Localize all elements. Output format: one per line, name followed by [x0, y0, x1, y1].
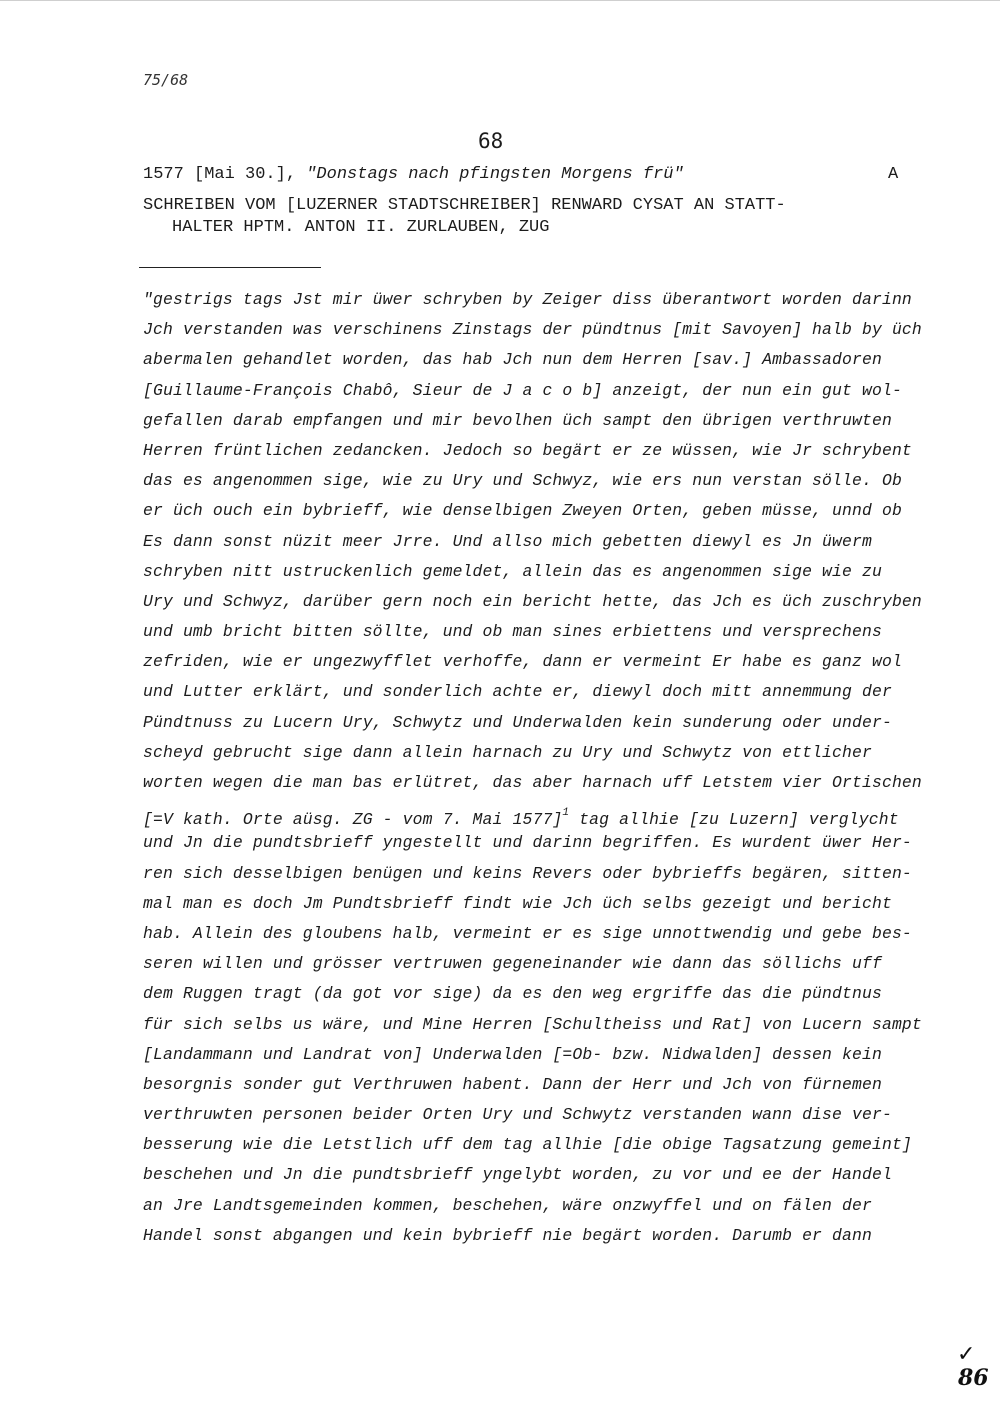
body-line: zefriden, wie er ungezwyfflet verhoffe, dann er vermeint Er habe es ganz wol [143, 652, 902, 672]
body-line-footnote [143, 798, 943, 828]
archive-reference: 75/68 [143, 71, 189, 89]
letter-body [143, 285, 943, 1251]
body-line: verthruwten personen beider Orten Ury und Schwytz verstanden wann dise ver- [143, 1105, 892, 1125]
body-line: er üch ouch ein bybrieff, wie denselbigen Zweyen Orten, geben müsse, unnd ob [143, 501, 902, 521]
body-line: und Jn die pundtsbrieff yngestellt und darinn begriffen. Es wurdent üwer Her- [143, 833, 912, 853]
body-line: hab. Allein des gloubens halb, vermeint er es sige unnottwendig und gebe bes- [143, 923, 912, 943]
check-mark-icon: ✓ [957, 1342, 976, 1367]
body-line: ren sich desselbigen benügen und keins Revers oder bybrieffs begären, sitten- [143, 863, 912, 883]
body-line: "gestrigs tags Jst mir üwer schryben by Zeiger diss überantwort worden darinn [143, 290, 912, 309]
body-line: Ury und Schwyz, darüber gern noch ein bericht hette, das Jch es üch zuschryben [143, 591, 922, 611]
document-letter: A [888, 165, 899, 184]
body-line: beschehen und Jn die pundtsbrieff yngelybt worden, zu vor und ee der Handel [143, 1165, 892, 1185]
body-line: Herren früntlichen zedancken. Jedoch so begärt er ze wüssen, wie Jr schrybent [143, 440, 912, 460]
handwritten-folio-number: 86 [958, 1365, 989, 1391]
date-quote: "Donstags nach pfingsten Morgens frü" [306, 165, 684, 184]
document-heading [143, 195, 786, 239]
footnote-line-tail: tag allhie [zu Luzern] verglycht [569, 810, 899, 830]
body-line: [Landammann und Landrat von] Underwalden [=Ob- bzw. Nidwalden] dessen kein [143, 1044, 882, 1064]
body-line: gefallen darab empfangen und mir bevolhen üch sampt den übrigen verthruwten [143, 410, 892, 430]
heading-line-1: SCHREIBEN VOM [LUZERNER STADTSCHREIBER] RENWARD CYSAT AN STATT- [143, 196, 786, 215]
heading-line-2: HALTER HPTM. ANTON II. ZURLAUBEN, ZUG [172, 218, 550, 237]
separator-rule [139, 267, 321, 268]
body-line: das es angenommen sige, wie zu Ury und Schwyz, wie ers nun verstan sölle. Ob [143, 471, 902, 491]
body-line: mal man es doch Jm Pundtsbrieff findt wie Jch üch selbs gezeigt und bericht [143, 893, 892, 913]
body-line: worten wegen die man bas erlütret, das aber harnach uff Letstem vier Ortischen [143, 773, 922, 792]
body-line: Handel sonst abgangen und kein bybrieff nie begärt worden. Darumb er dann [143, 1225, 872, 1245]
body-line: besorgnis sonder gut Verthruwen habent. Dann der Herr und Jch von fürnemen [143, 1074, 882, 1094]
body-line: Pündtnuss zu Lucern Ury, Schwytz und Underwalden kein sunderung oder under- [143, 712, 892, 732]
body-line: und umb bricht bitten söllte, und ob man sines erbiettens und versprechens [143, 622, 882, 642]
body-line: und Lutter erklärt, und sonderlich achte er, diewyl doch mitt annemmung der [143, 682, 892, 702]
footnote-line-text: [=V kath. Orte aüsg. ZG - vom 7. Mai 1577] [143, 810, 563, 830]
date-prefix: 1577 [Mai 30.], [143, 165, 307, 184]
body-line: scheyd gebrucht sige dann allein harnach zu Ury und Schwytz von ettlicher [143, 742, 872, 762]
body-line: abermalen gehandlet worden, das hab Jch nun dem Herren [sav.] Ambassadoren [143, 350, 882, 370]
body-line: an Jre Landtsgemeinden kommen, beschehen, wäre onzwyffel und on fälen der [143, 1195, 872, 1215]
body-line: Jch verstanden was verschinens Zinstags der pündtnus [mit Savoyen] halb by üch [143, 320, 922, 340]
body-line: dem Ruggen tragt (da got vor sige) da es den weg ergriffe das die pündtnus [143, 984, 882, 1004]
body-line: schryben nitt ustruckenlich gemeldet, allein das es angenommen sige wie zu [143, 561, 882, 581]
body-line: [Guillaume-François Chabô, Sieur de J a c o b] anzeigt, der nun ein gut wol- [143, 380, 902, 400]
body-line: besserung wie die Letstlich uff dem tag allhie [die obige Tagsatzung gemeint] [143, 1135, 912, 1155]
footnote-marker: 1 [562, 807, 570, 820]
body-line: Es dann sonst nüzit meer Jrre. Und allso mich gebetten diewyl es Jn üwerm [143, 531, 872, 551]
document-number: 68 [478, 129, 504, 153]
body-line: für sich selbs us wäre, und Mine Herren [Schultheiss und Rat] von Lucern sampt [143, 1014, 922, 1034]
date-line [143, 165, 903, 184]
body-line: seren willen und grösser vertruwen gegeneinander wie dann das söllichs uff [143, 954, 882, 974]
